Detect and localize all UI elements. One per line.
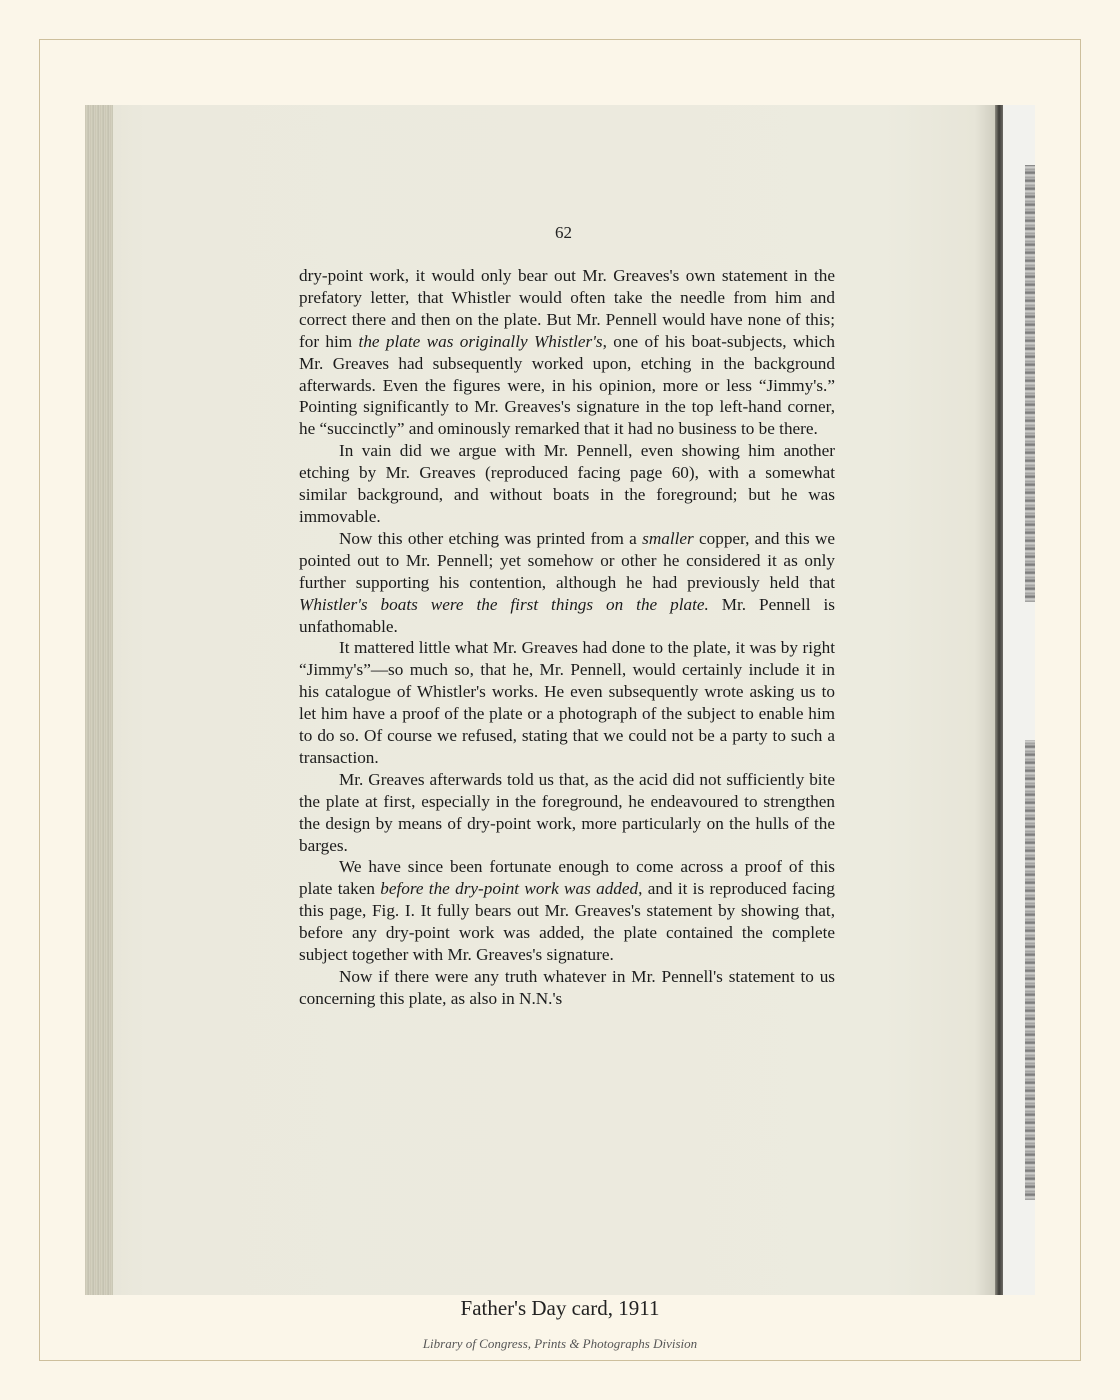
text-run: Now if there were any truth whatever in Mr. Pennell's statement to us concerning this plate, as also in N.N.'s (299, 967, 835, 1008)
text-run: It mattered little what Mr. Greaves had done to the plate, it was by right “Jimmy's”—so much so, that he, Mr. Pennell, would certainly include it in his catalogue of Whistler's works. He even subsequently wrote asking us to let him have a proof of the plate or a photograph of the subject to enable him to do so. Of course we refused, stating that we could not be a party to such a transaction. (299, 638, 835, 767)
italic-text: smaller (642, 528, 694, 548)
page-edges (85, 105, 113, 1295)
italic-text: before the dry-point work was added (380, 879, 639, 899)
facing-plate-image (1025, 165, 1035, 602)
paragraph (299, 637, 835, 768)
book-gutter (995, 105, 1003, 1295)
text-run: Mr. Greaves afterwards told us that, as the acid did not sufficiently bite the plate at first, especially in the foreground, he endeavoured to strengthen the design by means of dry-point work, more particularly on the hulls of the barges. (299, 769, 835, 855)
italic-text: Whistler's boats were the first things on the plate. (299, 594, 709, 614)
paragraph (299, 769, 835, 857)
italic-text: the plate was originally Whistler's (358, 331, 603, 351)
page-number: 62 (555, 223, 572, 242)
paragraph (299, 528, 835, 638)
text-run: Now this other etching was printed from a (339, 528, 643, 548)
text-run: Mr. Pennell is unfathomable. (299, 594, 835, 636)
paragraph (299, 440, 835, 528)
credit-line: Library of Congress, Prints & Photographs Division (422, 1336, 698, 1351)
text-run: , one of his boat-subjects, which Mr. Greaves had subsequently worked upon, etching in the background afterwards. Even the figures were, in his opinion, more or less “Jimmy's.” Pointing significantly to Mr. Greaves's signature in the top left-hand corner, he “succinctly” and ominously remarked that it had no business to be there. (299, 331, 835, 439)
body-text (299, 265, 835, 1010)
text-run: copper, and this we pointed out to Mr. Pennell; yet somehow or other he considered it as only further supporting his contention, although he had previously held that (299, 528, 836, 592)
text-run: We have since been fortunate enough to come across a proof of this plate taken (299, 857, 835, 899)
facing-page-strip (1003, 105, 1035, 1295)
paragraph (299, 966, 835, 1010)
paragraph (299, 265, 835, 440)
text-run: In vain did we argue with Mr. Pennell, even showing him another etching by Mr. Greaves (reproduced facing page 60), with a somewhat similar background, and without boats in the foreground; but he was immovable. (299, 441, 835, 526)
book-scan (85, 105, 1035, 1295)
paragraph (299, 856, 835, 966)
text-run: dry-point work, it would only bear out Mr. Greaves's own statement in the prefatory letter, that Whistler would often take the needle from him and correct there and then on the plate. But Mr. Pennell would have none of this; for him (299, 266, 835, 351)
text-run: , and it is reproduced facing this page, Fig. I. It fully bears out Mr. Greaves's statement by showing that, before any dry-point work was added, the plate contained the complete subject together with Mr. Greaves's signature. (299, 879, 835, 965)
image-caption: Father's Day card, 1911 (460, 1296, 660, 1320)
facing-plate-image (1025, 740, 1035, 1200)
